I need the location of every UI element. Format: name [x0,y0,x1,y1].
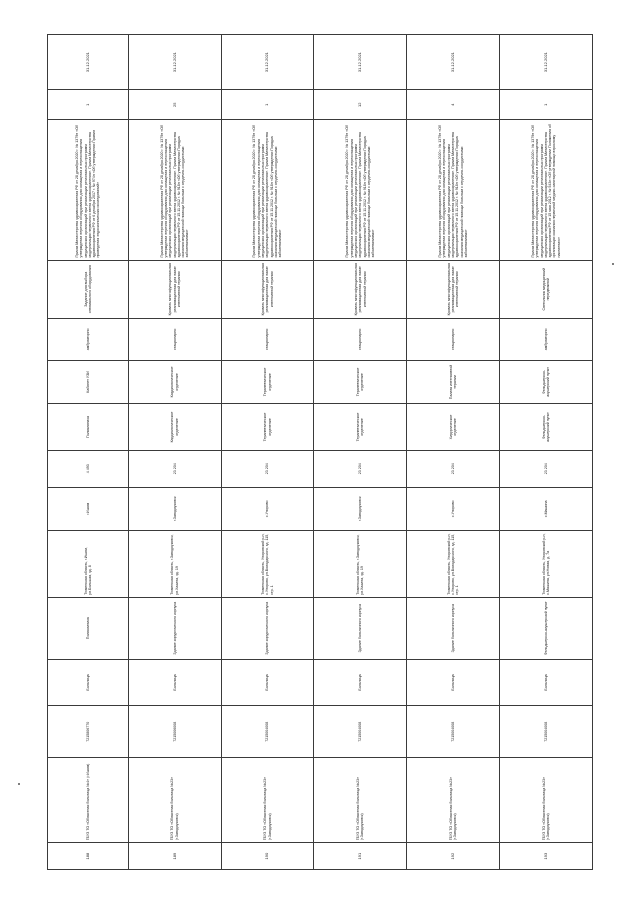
department: Терапевтическое отделение [221,404,314,451]
room: Терапевтическое отделение [314,360,407,403]
facility-type: Больница [48,659,129,706]
legal-basis: Приказ Министерства здравоохранения РФ от 28 декабря 2020 г. № 1379н «Об утверждении перечня оборудования для оснащения и переоснащения медицинских организаций при реализации региональных программ модернизации первичного звена здравоохранения». Приказ Министерства здравоохранения РФ от 6 декабря 2017 г. № 974н «Об утверждении Правил проведения эндоскопических исследований» [48,120,129,260]
organization-name: ГБУЗ ТО «Областная больница №23» (г.Заводоуковск) [221,758,314,843]
room: Кабинет УЗИ [48,360,129,403]
row-number: 190 [221,843,314,870]
settlement: г.Ишим [48,487,129,530]
care-condition: стационарно [221,318,314,360]
facility-type: Больница [407,659,500,706]
care-condition: стационарно [128,318,221,360]
facility-type: Больница [500,659,593,706]
building-name: Поликлиника [48,597,129,659]
quantity: 12 [314,90,407,120]
building-name: Здание хирургического корпуса [221,597,314,659]
building-address: Тюменская область, Упоровский р-н, с.Упорово, ул.Володарского, зд. 115, стр. 1 [407,531,500,598]
care-condition: амбулаторно [500,318,593,360]
quantity: 25 [128,90,221,120]
building-address: Тюменская область, Упоровский р-н, с.Машина, ул.Новая, д. 7а [500,531,593,598]
table-row [407,35,500,870]
table-row [128,35,221,870]
department: Фельдшерско-акушерский пункт [500,404,593,451]
quantity: 1 [221,90,314,120]
equipment-table [47,34,593,870]
legal-basis: Приказ Министерства здравоохранения РФ от 28 декабря 2020 г. № 1379н «Об утверждении перечня оборудования для оснащения и переоснащения медицинских организаций при реализации региональных программ модернизации первичного звена здравоохранения». Приказ Министерства здравоохранения РФ от 15.11.2012 г. № 918н «Об утверждении Порядка оказания медицинской помощи больным с сердечно-сосудистыми заболеваниями» [221,120,314,260]
legal-basis: Приказ Министерства здравоохранения РФ от 28 декабря 2020 г. № 1379н «Об утверждении перечня оборудования для оснащения и переоснащения медицинских организаций при реализации региональных программ модернизации первичного звена здравоохранения». Приказ Министерства здравоохранения РФ от 15 мая 2012 г. № 543н «Об утверждении Положения об организации оказания первичной медико-санитарной помощи взрослому населению» [500,120,593,260]
organization-code: 7215004008 [314,706,407,758]
table-row [314,35,407,870]
deadline-date: 31.12.2021 [314,35,407,90]
organization-name: ГБУЗ ТО «Областная больница №23» (г.Заводоуковск) [500,758,593,843]
care-condition: стационарно [407,318,500,360]
settlement: г.Заводоуковск [314,487,407,530]
organization-name: ГБУЗ ТО «Областная больница №4» (г.Ишим) [48,758,129,843]
room: Кардиологическое отделение [128,360,221,403]
room: Фельдшерско-акушерский пункт [500,360,593,403]
row-number: 189 [128,843,221,870]
department: Терапевтическое отделение [314,404,407,451]
settlement: с.Упорово [221,487,314,530]
settlement: с.Машина [500,487,593,530]
building-name: Здание больничного корпуса [314,597,407,659]
legal-basis: Приказ Министерства здравоохранения РФ от 28 декабря 2020 г. № 1379н «Об утверждении перечня оборудования для оснащения и переоснащения медицинских организаций при реализации региональных программ модернизации первичного звена здравоохранения». Приказ Министерства здравоохранения РФ от 15.11.2012 г. № 918н «Об утверждении Порядка оказания медицинской помощи больным с сердечно-сосудистыми заболеваниями» [407,120,500,260]
organization-name: ГБУЗ ТО «Областная больница №23» (г.Заводоуковск) [314,758,407,843]
department: Хирургическое отделение [407,404,500,451]
row-number: 188 [48,843,129,870]
organization-name: ГБУЗ ТО «Областная больница №23» (г.Заводоуковск) [407,758,500,843]
equipment-item: Светильник медицинский передвижной [500,260,593,318]
facility-type: Больница [128,659,221,706]
department: Поликлиника [48,404,129,451]
facility-type: Больница [314,659,407,706]
scan-speck [612,263,614,265]
building-address: Тюменская область, г.Заводоуковск, ул.Хахина, зд. 19 [128,531,221,598]
equipment-item: Кровать многофункциональная реанимационная для палат интенсивной терапии [221,260,314,318]
building-address: Тюменская область, Упоровский р-н, с.Упорово, ул.Володарского, зд. 115, стр. 1 [221,531,314,598]
row-number: 192 [407,843,500,870]
department: Кардиологическое отделение [128,404,221,451]
building-name: Фельдшерско-акушерский пункт [500,597,593,659]
population: 23 204 [128,450,221,487]
population: 23 204 [314,450,407,487]
organization-code: 7215004008 [500,706,593,758]
quantity: 1 [500,90,593,120]
legal-basis: Приказ Министерства здравоохранения РФ от 28 декабря 2020 г. № 1379н «Об утверждении перечня оборудования для оснащения и переоснащения медицинских организаций при реализации региональных программ модернизации первичного звена здравоохранения». Приказ Министерства здравоохранения РФ от 15.11.2012 г. № 918н «Об утверждении Порядка оказания медицинской помощи больным с сердечно-сосудистыми заболеваниями» [128,120,221,260]
deadline-date: 31.12.2021 [221,35,314,90]
equipment-item: Задание для выбора оптимального оборудования [48,260,129,318]
row-number: 191 [314,843,407,870]
deadline-date: 31.12.2021 [128,35,221,90]
building-name: Здание хирургического корпуса [128,597,221,659]
quantity: 1 [48,90,129,120]
facility-type: Больница [221,659,314,706]
organization-code: 7215006008 [128,706,221,758]
row-number: 193 [500,843,593,870]
deadline-date: 31.12.2021 [48,35,129,90]
quantity: 4 [407,90,500,120]
building-name: Здание больничного корпуса [407,597,500,659]
population: 23 204 [407,450,500,487]
equipment-item: Кровать многофункциональная реанимационная для палат интенсивной терапии [314,260,407,318]
settlement: с.Упорово [407,487,500,530]
room: Терапевтическое отделение [221,360,314,403]
building-address: Тюменская область, г.Ишим, ул.Большая, зд. 8 [48,531,129,598]
deadline-date: 31.12.2021 [407,35,500,90]
organization-code: 7215004008 [407,706,500,758]
population: 23 204 [500,450,593,487]
table-row [48,35,129,870]
table-row [500,35,593,870]
population: 23 204 [221,450,314,487]
organization-name: ГБУЗ ТО «Областная больница №23» (г.Заводоуковск) [128,758,221,843]
deadline-date: 31.12.2021 [500,35,593,90]
building-address: Тюменская область, г.Заводоуковск, ул.Хахина, зд. 19 [314,531,407,598]
care-condition: стационарно [314,318,407,360]
organization-code: 7215004008 [221,706,314,758]
legal-basis: Приказ Министерства здравоохранения РФ от 28 декабря 2020 г. № 1379н «Об утверждении перечня оборудования для оснащения и переоснащения медицинских организаций при реализации региональных программ модернизации первичного звена здравоохранения». Приказ Министерства здравоохранения РФ от 15.11.2012 г. № 918н «Об утверждении Порядка оказания медицинской помощи больным с сердечно-сосудистыми заболеваниями» [314,120,407,260]
care-condition: амбулаторно [48,318,129,360]
table-row [221,35,314,870]
equipment-item: Кровать многофункциональная реанимационная для палат интенсивной терапии [407,260,500,318]
room: Палата интенсивной терапии [407,360,500,403]
equipment-item: Кровать многофункциональная реанимационная для палат интенсивной терапии [128,260,221,318]
settlement: г.Заводоуковск [128,487,221,530]
scan-speck [18,783,20,785]
population: 4 493 [48,450,129,487]
organization-code: 7215806770 [48,706,129,758]
